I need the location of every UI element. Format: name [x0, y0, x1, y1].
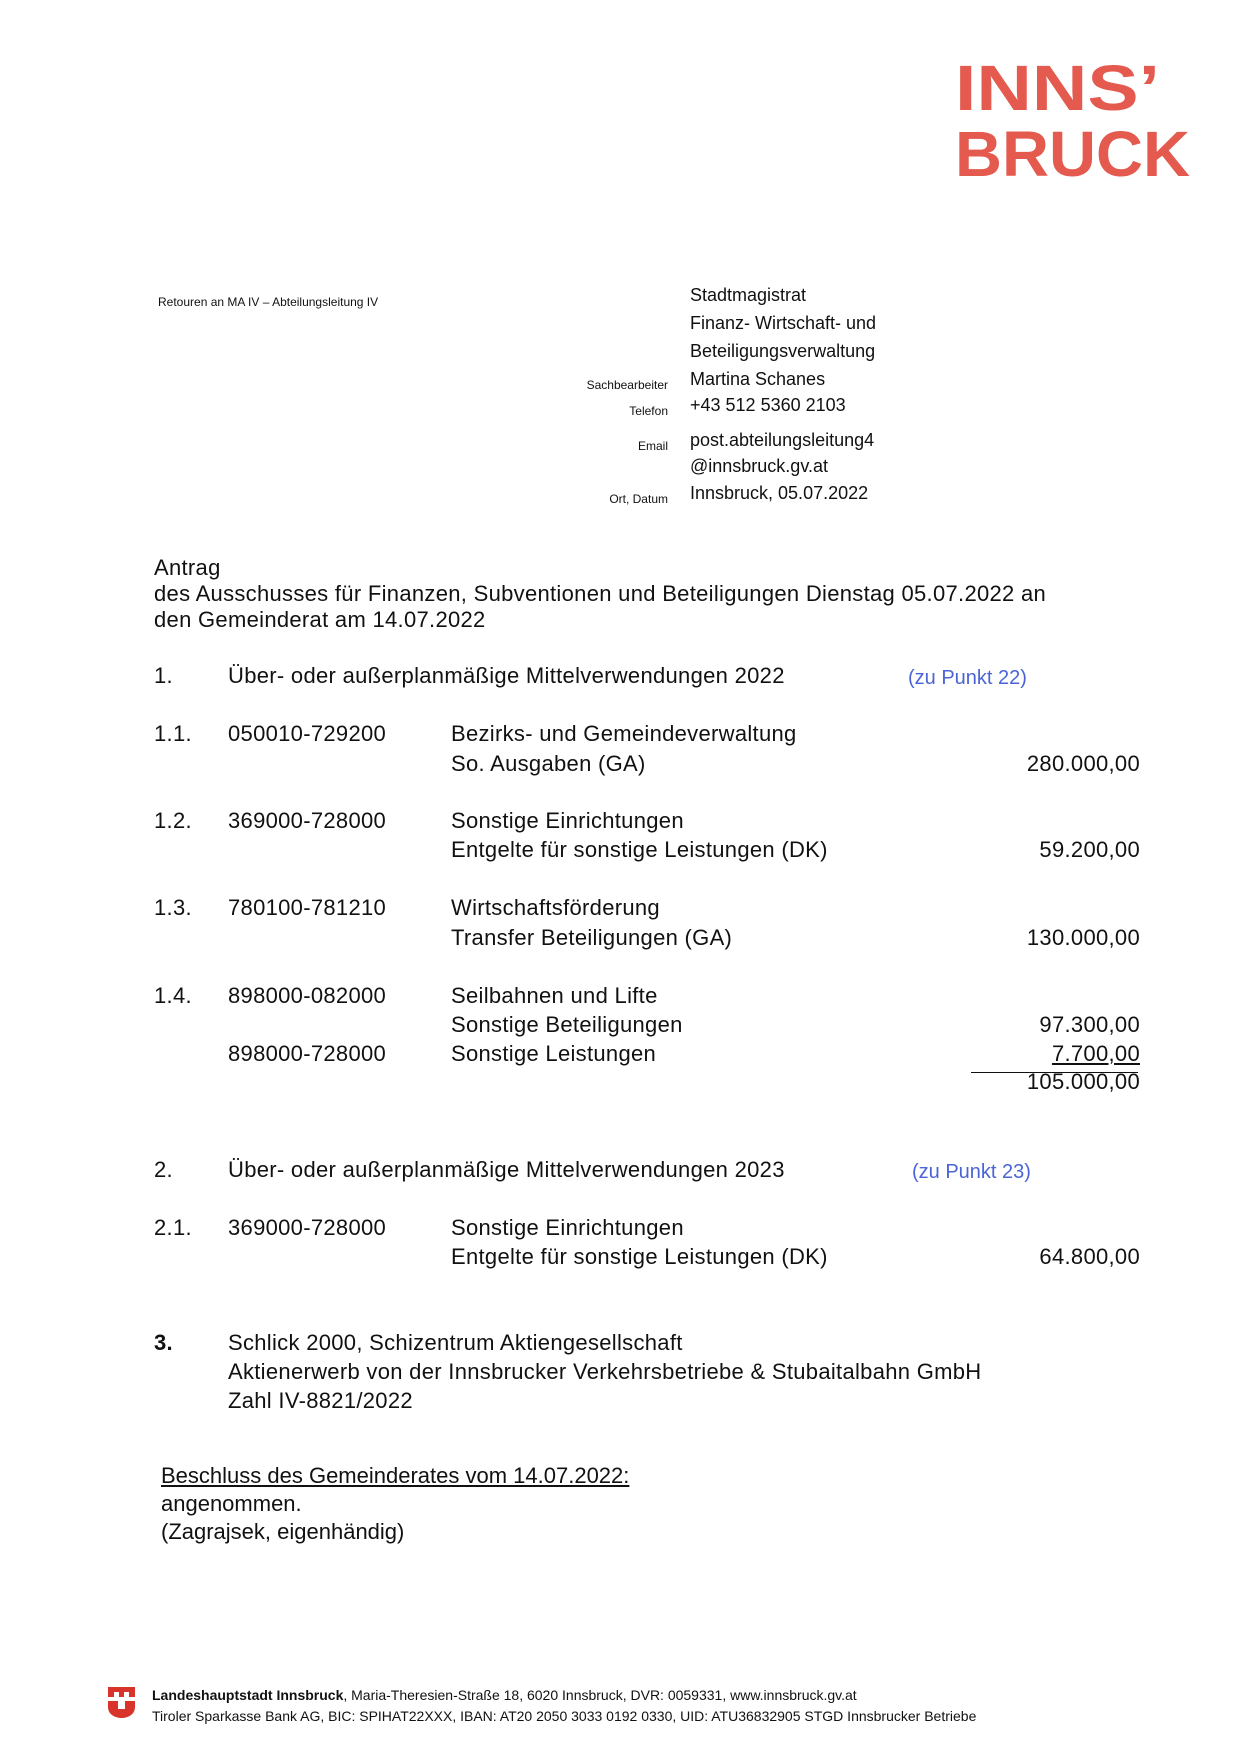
- item-1-4-amount-2: 7.700,00: [1051, 1041, 1140, 1066]
- intro-line-1: Antrag: [154, 555, 221, 580]
- item-1-1-number: 1.1.: [154, 721, 192, 746]
- item-1-1-account: 050010-729200: [228, 721, 387, 746]
- phone-value: +43 512 5360 2103: [690, 395, 846, 415]
- section-3-line-3: Zahl IV-8821/2022: [228, 1388, 413, 1413]
- city-emblem-icon: [107, 1685, 136, 1719]
- section-2-title: Über- oder außerplanmäßige Mittelverwendungen 2023: [228, 1157, 785, 1182]
- decision-title: Beschluss des Gemeinderates vom 14.07.2022:: [161, 1463, 630, 1488]
- clerk-label: Sachbearbeiter: [586, 378, 668, 392]
- email-value-line-1: post.abteilungsleitung4: [690, 430, 875, 450]
- logo-line-2: BRUCK: [955, 118, 1190, 184]
- item-1-1-desc-1: Bezirks- und Gemeindeverwaltung: [451, 721, 797, 746]
- section-2-reference: (zu Punkt 23): [912, 1161, 1031, 1183]
- item-1-3-desc-2: Transfer Beteiligungen (GA): [451, 925, 733, 950]
- item-2-1-account: 369000-728000: [228, 1215, 387, 1240]
- email-label: Email: [637, 439, 668, 453]
- decision-signature: (Zagrajsek, eigenhändig): [161, 1519, 405, 1544]
- department-line-2: Finanz- Wirtschaft- und: [690, 313, 877, 333]
- item-1-4-desc-3: Sonstige Leistungen: [451, 1041, 657, 1066]
- item-1-2-desc-1: Sonstige Einrichtungen: [451, 808, 684, 833]
- item-1-3-account: 780100-781210: [228, 895, 387, 920]
- item-1-3-desc-1: Wirtschaftsförderung: [451, 895, 660, 920]
- footer-line-2: Tiroler Sparkasse Bank AG, BIC: SPIHAT22XXX, IBAN: AT20 2050 3033 0192 0330, UID: ATU36832905 STGD Innsbrucker Betriebe: [152, 1708, 977, 1724]
- item-1-1-desc-2: So. Ausgaben (GA): [451, 751, 646, 776]
- section-3-line-2: Aktienerwerb von der Innsbrucker Verkehrsbetriebe & Stubaitalbahn GmbH: [228, 1359, 982, 1384]
- item-1-2-account: 369000-728000: [228, 808, 387, 833]
- item-1-4-number: 1.4.: [154, 983, 192, 1008]
- section-3-number: 3.: [154, 1330, 173, 1355]
- email-value-line-2: @innsbruck.gv.at: [690, 456, 828, 476]
- item-1-3-number: 1.3.: [154, 895, 192, 920]
- item-1-2-amount: 59.200,00: [1039, 837, 1140, 862]
- footer-address: , Maria-Theresien-Straße 18, 6020 Innsbruck, DVR: 0059331, www.innsbruck.gv.at: [343, 1687, 857, 1703]
- decision-result: angenommen.: [161, 1491, 302, 1516]
- footer-org-name: Landeshauptstadt Innsbruck: [152, 1687, 344, 1703]
- footer-line-1: [152, 1687, 857, 1703]
- item-1-4-account-2: 898000-728000: [228, 1041, 387, 1066]
- department-line-1: Stadtmagistrat: [690, 285, 807, 305]
- return-address: Retouren an MA IV – Abteilungsleitung IV: [158, 295, 379, 309]
- item-1-4-account-1: 898000-082000: [228, 983, 387, 1008]
- item-1-2-number: 1.2.: [154, 808, 192, 833]
- item-2-1-number: 2.1.: [154, 1215, 192, 1240]
- section-3-line-1: Schlick 2000, Schizentrum Aktiengesellschaft: [228, 1330, 683, 1355]
- clerk-value: Martina Schanes: [690, 369, 826, 389]
- section-1-reference: (zu Punkt 22): [908, 667, 1027, 689]
- intro-line-2: des Ausschusses für Finanzen, Subventionen und Beteiligungen Dienstag 05.07.2022 an: [154, 581, 1047, 606]
- section-2-number: 2.: [154, 1157, 173, 1182]
- item-1-1-amount: 280.000,00: [1026, 751, 1140, 776]
- phone-label: Telefon: [629, 404, 668, 418]
- item-2-1-desc-2: Entgelte für sonstige Leistungen (DK): [451, 1244, 828, 1269]
- section-1-number: 1.: [154, 663, 173, 688]
- item-1-4-desc-2: Sonstige Beteiligungen: [451, 1012, 683, 1037]
- logo-line-1: INNS’: [955, 56, 1160, 124]
- item-1-3-amount: 130.000,00: [1026, 925, 1140, 950]
- item-1-4-desc-1: Seilbahnen und Lifte: [451, 983, 658, 1008]
- place-date-value: Innsbruck, 05.07.2022: [690, 483, 869, 503]
- item-1-2-desc-2: Entgelte für sonstige Leistungen (DK): [451, 837, 828, 862]
- place-date-label: Ort, Datum: [609, 492, 668, 506]
- innsbruck-logo: [955, 56, 1195, 184]
- item-1-4-amount-1: 97.300,00: [1039, 1012, 1140, 1037]
- item-1-4-total: 105.000,00: [1026, 1069, 1140, 1094]
- section-1-title: Über- oder außerplanmäßige Mittelverwendungen 2022: [228, 663, 785, 688]
- item-2-1-desc-1: Sonstige Einrichtungen: [451, 1215, 684, 1240]
- department-line-3: Beteiligungsverwaltung: [690, 341, 876, 361]
- intro-line-3: den Gemeinderat am 14.07.2022: [154, 607, 486, 632]
- item-2-1-amount: 64.800,00: [1039, 1244, 1140, 1269]
